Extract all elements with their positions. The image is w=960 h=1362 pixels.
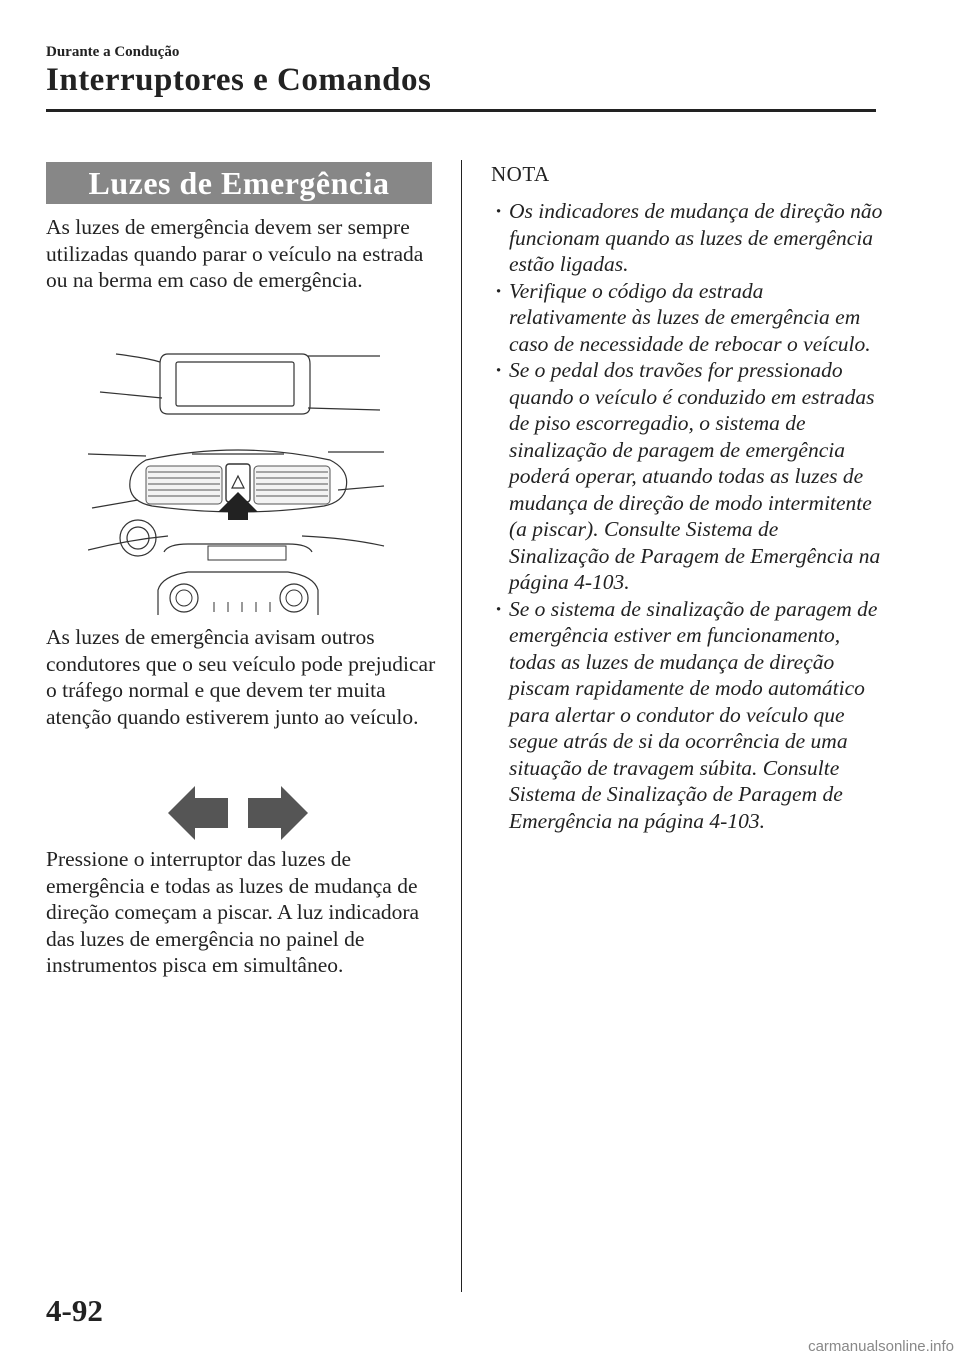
- breadcrumb: Durante a Condução: [46, 44, 180, 60]
- note-heading: NOTA: [491, 162, 550, 186]
- note-item-text: Se o pedal dos travões for pressionado quando o veículo é conduzido em estradas de piso escorregadio, o sistema de sinalização de paragem de emergência poderá operar, atuando todas as luzes de mudança de direção de modo intermitente (a piscar). Consulte Sistema de Sinalização de Paragem de Emergência na página 4-103.: [509, 358, 881, 594]
- note-list: [491, 198, 883, 834]
- note-item: [491, 198, 883, 278]
- note-item: [491, 357, 883, 596]
- bullet-dot-icon: ·: [495, 278, 503, 303]
- note-item-text: Verifique o código da estrada relativamente às luzes de emergência em caso de necessidade de rebocar o veículo.: [509, 278, 871, 356]
- column-divider: [461, 160, 462, 1292]
- bullet-dot-icon: ·: [495, 596, 503, 621]
- paragraph-warning: As luzes de emergência avisam outros condutores que o seu veículo pode prejudicar o tráfego normal e que devem ter muita atenção quando estiverem junto ao veículo.: [46, 625, 436, 729]
- hazard-switch-dashboard-illustration: [88, 340, 388, 615]
- bullet-dot-icon: ·: [495, 358, 503, 382]
- note-item: [491, 596, 883, 835]
- note-item-text: Se o sistema de sinalização de paragem de emergência estiver em funcionamento, todas as luzes de mudança de direção piscam rapidamente de modo automático para alertar o condutor do veículo que segue atrás de si da ocorrência de uma situação de travagem súbita. Consulte Sistema de Sinalização de Paragem de Emergência na página 4-103.: [509, 596, 878, 833]
- section-heading: Luzes de Emergência: [46, 162, 432, 204]
- page-number: 4-92: [46, 1293, 103, 1328]
- title-rule: [46, 109, 876, 112]
- paragraph-operation: Pressione o interruptor das luzes de emergência e todas as luzes de mudança de direção começam a piscar. A luz indicadora das luzes de emergência no painel de instrumentos pisca em simultâneo.: [46, 847, 420, 977]
- right-arrow-icon: [248, 786, 308, 840]
- turn-signal-arrows-icon: [168, 786, 308, 840]
- bullet-dot-icon: ·: [495, 199, 503, 223]
- left-arrow-icon: [168, 786, 228, 840]
- page-title: Interruptores e Comandos: [46, 62, 432, 98]
- paragraph-usage: As luzes de emergência devem ser sempre utilizadas quando parar o veículo na estrada ou na berma em caso de emergência.: [46, 215, 424, 292]
- watermark-link[interactable]: carmanualsonline.info: [808, 1338, 954, 1355]
- note-item: [491, 278, 883, 358]
- note-item-text: Os indicadores de mudança de direção não funcionam quando as luzes de emergência estão ligadas.: [509, 199, 883, 276]
